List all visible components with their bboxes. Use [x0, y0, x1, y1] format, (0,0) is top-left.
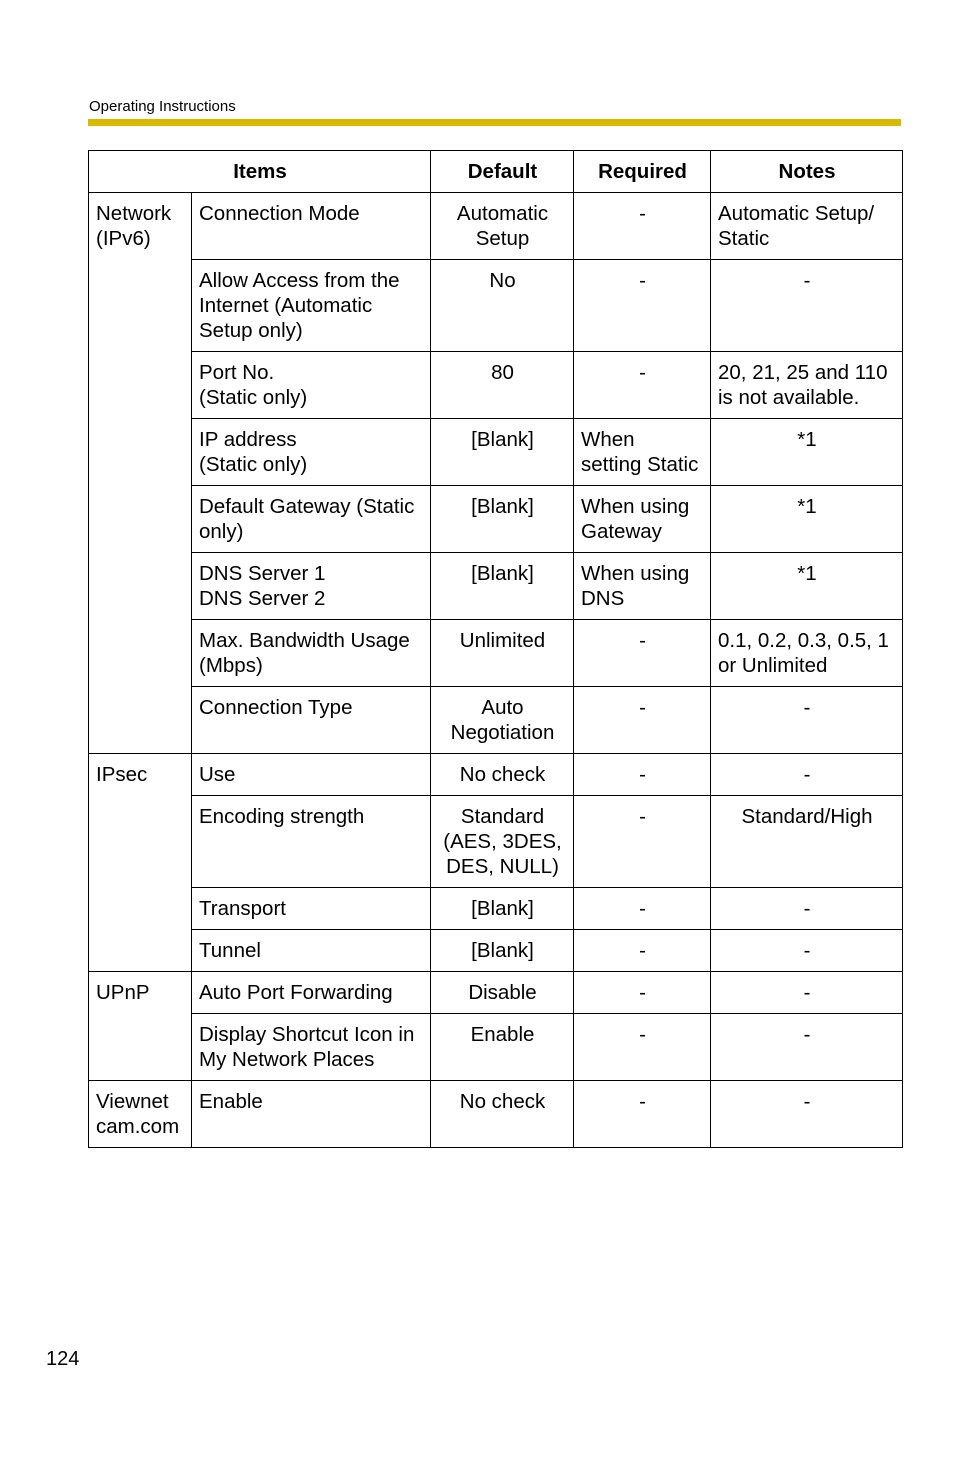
item-cell: Use [192, 754, 431, 796]
notes-cell: Automatic Setup/ Static [711, 193, 903, 260]
table-body [89, 193, 903, 1148]
default-cell: Enable [431, 1014, 574, 1081]
item-cell: Allow Access from the Internet (Automatic Setup only) [192, 260, 431, 352]
category-cell: UPnP [89, 972, 192, 1081]
item-cell: Auto Port Forwarding [192, 972, 431, 1014]
table-row [89, 486, 903, 553]
default-cell: No [431, 260, 574, 352]
item-cell: Enable [192, 1081, 431, 1148]
notes-cell: - [711, 687, 903, 754]
notes-cell: 0.1, 0.2, 0.3, 0.5, 1 or Unlimited [711, 620, 903, 687]
default-cell: Auto Negotiation [431, 687, 574, 754]
item-cell: Port No. (Static only) [192, 352, 431, 419]
column-header-notes: Notes [711, 151, 903, 193]
required-cell: - [574, 888, 711, 930]
header-rule [88, 119, 901, 126]
default-cell: 80 [431, 352, 574, 419]
table-row [89, 352, 903, 419]
table-row [89, 193, 903, 260]
column-header-items: Items [89, 151, 431, 193]
required-cell: When using DNS [574, 553, 711, 620]
notes-cell: Standard/High [711, 796, 903, 888]
column-header-default: Default [431, 151, 574, 193]
table-row [89, 972, 903, 1014]
table-row [89, 553, 903, 620]
table-row [89, 796, 903, 888]
notes-cell: 20, 21, 25 and 110 is not available. [711, 352, 903, 419]
required-cell: When using Gateway [574, 486, 711, 553]
default-cell: Unlimited [431, 620, 574, 687]
default-cell: [Blank] [431, 930, 574, 972]
default-cell: [Blank] [431, 553, 574, 620]
notes-cell: - [711, 1081, 903, 1148]
notes-cell: *1 [711, 419, 903, 486]
item-cell: Default Gateway (Static only) [192, 486, 431, 553]
required-cell: - [574, 796, 711, 888]
default-cell: No check [431, 754, 574, 796]
required-cell: - [574, 620, 711, 687]
category-cell: Network (IPv6) [89, 193, 192, 754]
table-row [89, 260, 903, 352]
column-header-required: Required [574, 151, 711, 193]
required-cell: - [574, 193, 711, 260]
notes-cell: - [711, 260, 903, 352]
required-cell: - [574, 930, 711, 972]
table-row [89, 754, 903, 796]
item-cell: Connection Type [192, 687, 431, 754]
running-header: Operating Instructions [89, 98, 236, 115]
item-cell: IP address (Static only) [192, 419, 431, 486]
default-cell: [Blank] [431, 486, 574, 553]
required-cell: - [574, 1014, 711, 1081]
item-cell: Display Shortcut Icon in My Network Places [192, 1014, 431, 1081]
default-cell: Disable [431, 972, 574, 1014]
notes-cell: - [711, 888, 903, 930]
notes-cell: - [711, 972, 903, 1014]
required-cell: - [574, 972, 711, 1014]
required-cell: - [574, 352, 711, 419]
required-cell: - [574, 754, 711, 796]
item-cell: DNS Server 1 DNS Server 2 [192, 553, 431, 620]
default-cell: [Blank] [431, 419, 574, 486]
item-cell: Max. Bandwidth Usage (Mbps) [192, 620, 431, 687]
notes-cell: - [711, 1014, 903, 1081]
item-cell: Connection Mode [192, 193, 431, 260]
item-cell: Tunnel [192, 930, 431, 972]
item-cell: Transport [192, 888, 431, 930]
header-row [89, 151, 903, 193]
required-cell: - [574, 1081, 711, 1148]
table-header [89, 151, 903, 193]
required-cell: When setting Static [574, 419, 711, 486]
notes-cell: - [711, 930, 903, 972]
table-row [89, 1081, 903, 1148]
default-cell: Standard (AES, 3DES, DES, NULL) [431, 796, 574, 888]
notes-cell: *1 [711, 486, 903, 553]
table-row [89, 888, 903, 930]
required-cell: - [574, 260, 711, 352]
table-row [89, 687, 903, 754]
notes-cell: - [711, 754, 903, 796]
item-cell: Encoding strength [192, 796, 431, 888]
table-row [89, 930, 903, 972]
table-row [89, 1014, 903, 1081]
category-cell: Viewnet cam.com [89, 1081, 192, 1148]
page-number: 124 [46, 1348, 80, 1370]
notes-cell: *1 [711, 553, 903, 620]
settings-table [88, 150, 903, 1148]
default-cell: No check [431, 1081, 574, 1148]
table-row [89, 419, 903, 486]
default-cell: Automatic Setup [431, 193, 574, 260]
table-row [89, 620, 903, 687]
required-cell: - [574, 687, 711, 754]
default-cell: [Blank] [431, 888, 574, 930]
category-cell: IPsec [89, 754, 192, 972]
